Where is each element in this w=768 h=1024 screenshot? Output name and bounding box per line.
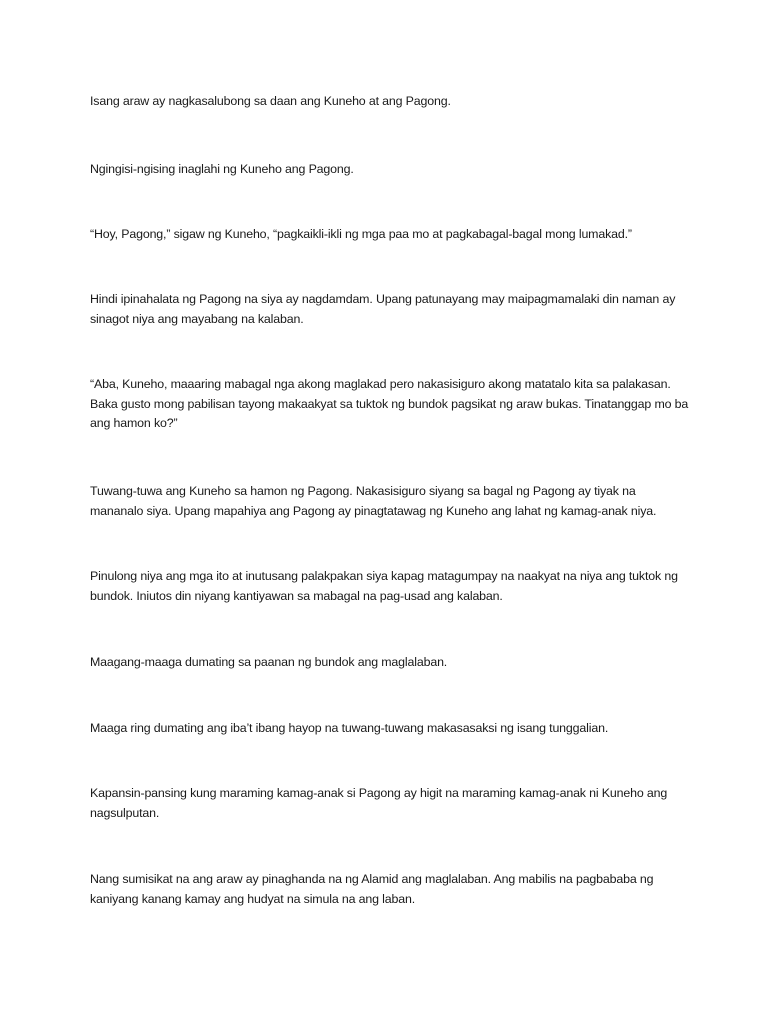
paragraph: Maaga ring dumating ang iba’t ibang hayop na tuwang-tuwang makasasaksi ng isang tunggalian. [90, 721, 609, 735]
paragraph: “Hoy, Pagong,” sigaw ng Kuneho, “pagkaikli-ikli ng mga paa mo at pagkabagal-bagal mong lumakad.” [90, 227, 632, 241]
paragraph: Isang araw ay nagkasalubong sa daan ang Kuneho at ang Pagong. [90, 94, 451, 108]
paragraph: Maagang-maaga dumating sa paanan ng bundok ang maglalaban. [90, 655, 448, 669]
paragraph: Hindi ipinahalata ng Pagong na siya ay nagdamdam. Upang patunayang may maipagmamalaki din naman ay sinagot niya ang mayabang na kalaban. [90, 292, 676, 326]
paragraph: Pinulong niya ang mga ito at inutusang palakpakan siya kapag matagumpay na naakyat na niya ang tuktok ng bundok. Iniutos din niyang kantiyawan sa mabagal na pag-usad ang kalaban. [90, 569, 678, 603]
paragraph: Kapansin-pansing kung maraming kamag-anak si Pagong ay higit na maraming kamag-anak ni Kuneho ang nagsulputan. [90, 786, 668, 820]
paragraph: Tuwang-tuwa ang Kuneho sa hamon ng Pagong. Nakasisiguro siyang sa bagal ng Pagong ay tiyak na mananalo siya. Upang mapahiya ang Pagong ay pinagtatawag ng Kuneho ang lahat ng kamag-anak niya. [90, 484, 657, 518]
paragraph: Ngingisi-ngising inaglahi ng Kuneho ang Pagong. [90, 162, 354, 176]
paragraph: Nang sumisikat na ang araw ay pinaghanda na ng Alamid ang maglalaban. Ang mabilis na pagbababa ng kaniyang kanang kamay ang hudyat na simula na ang laban. [90, 872, 654, 906]
paragraph: “Aba, Kuneho, maaaring mabagal nga akong maglakad pero nakasisiguro akong matatalo kita sa palakasan. Baka gusto mong pabilisan tayong makaakyat sa tuktok ng bundok pagsikat ng araw bukas. Tinatanggap mo ba ang hamon ko?” [90, 377, 689, 430]
